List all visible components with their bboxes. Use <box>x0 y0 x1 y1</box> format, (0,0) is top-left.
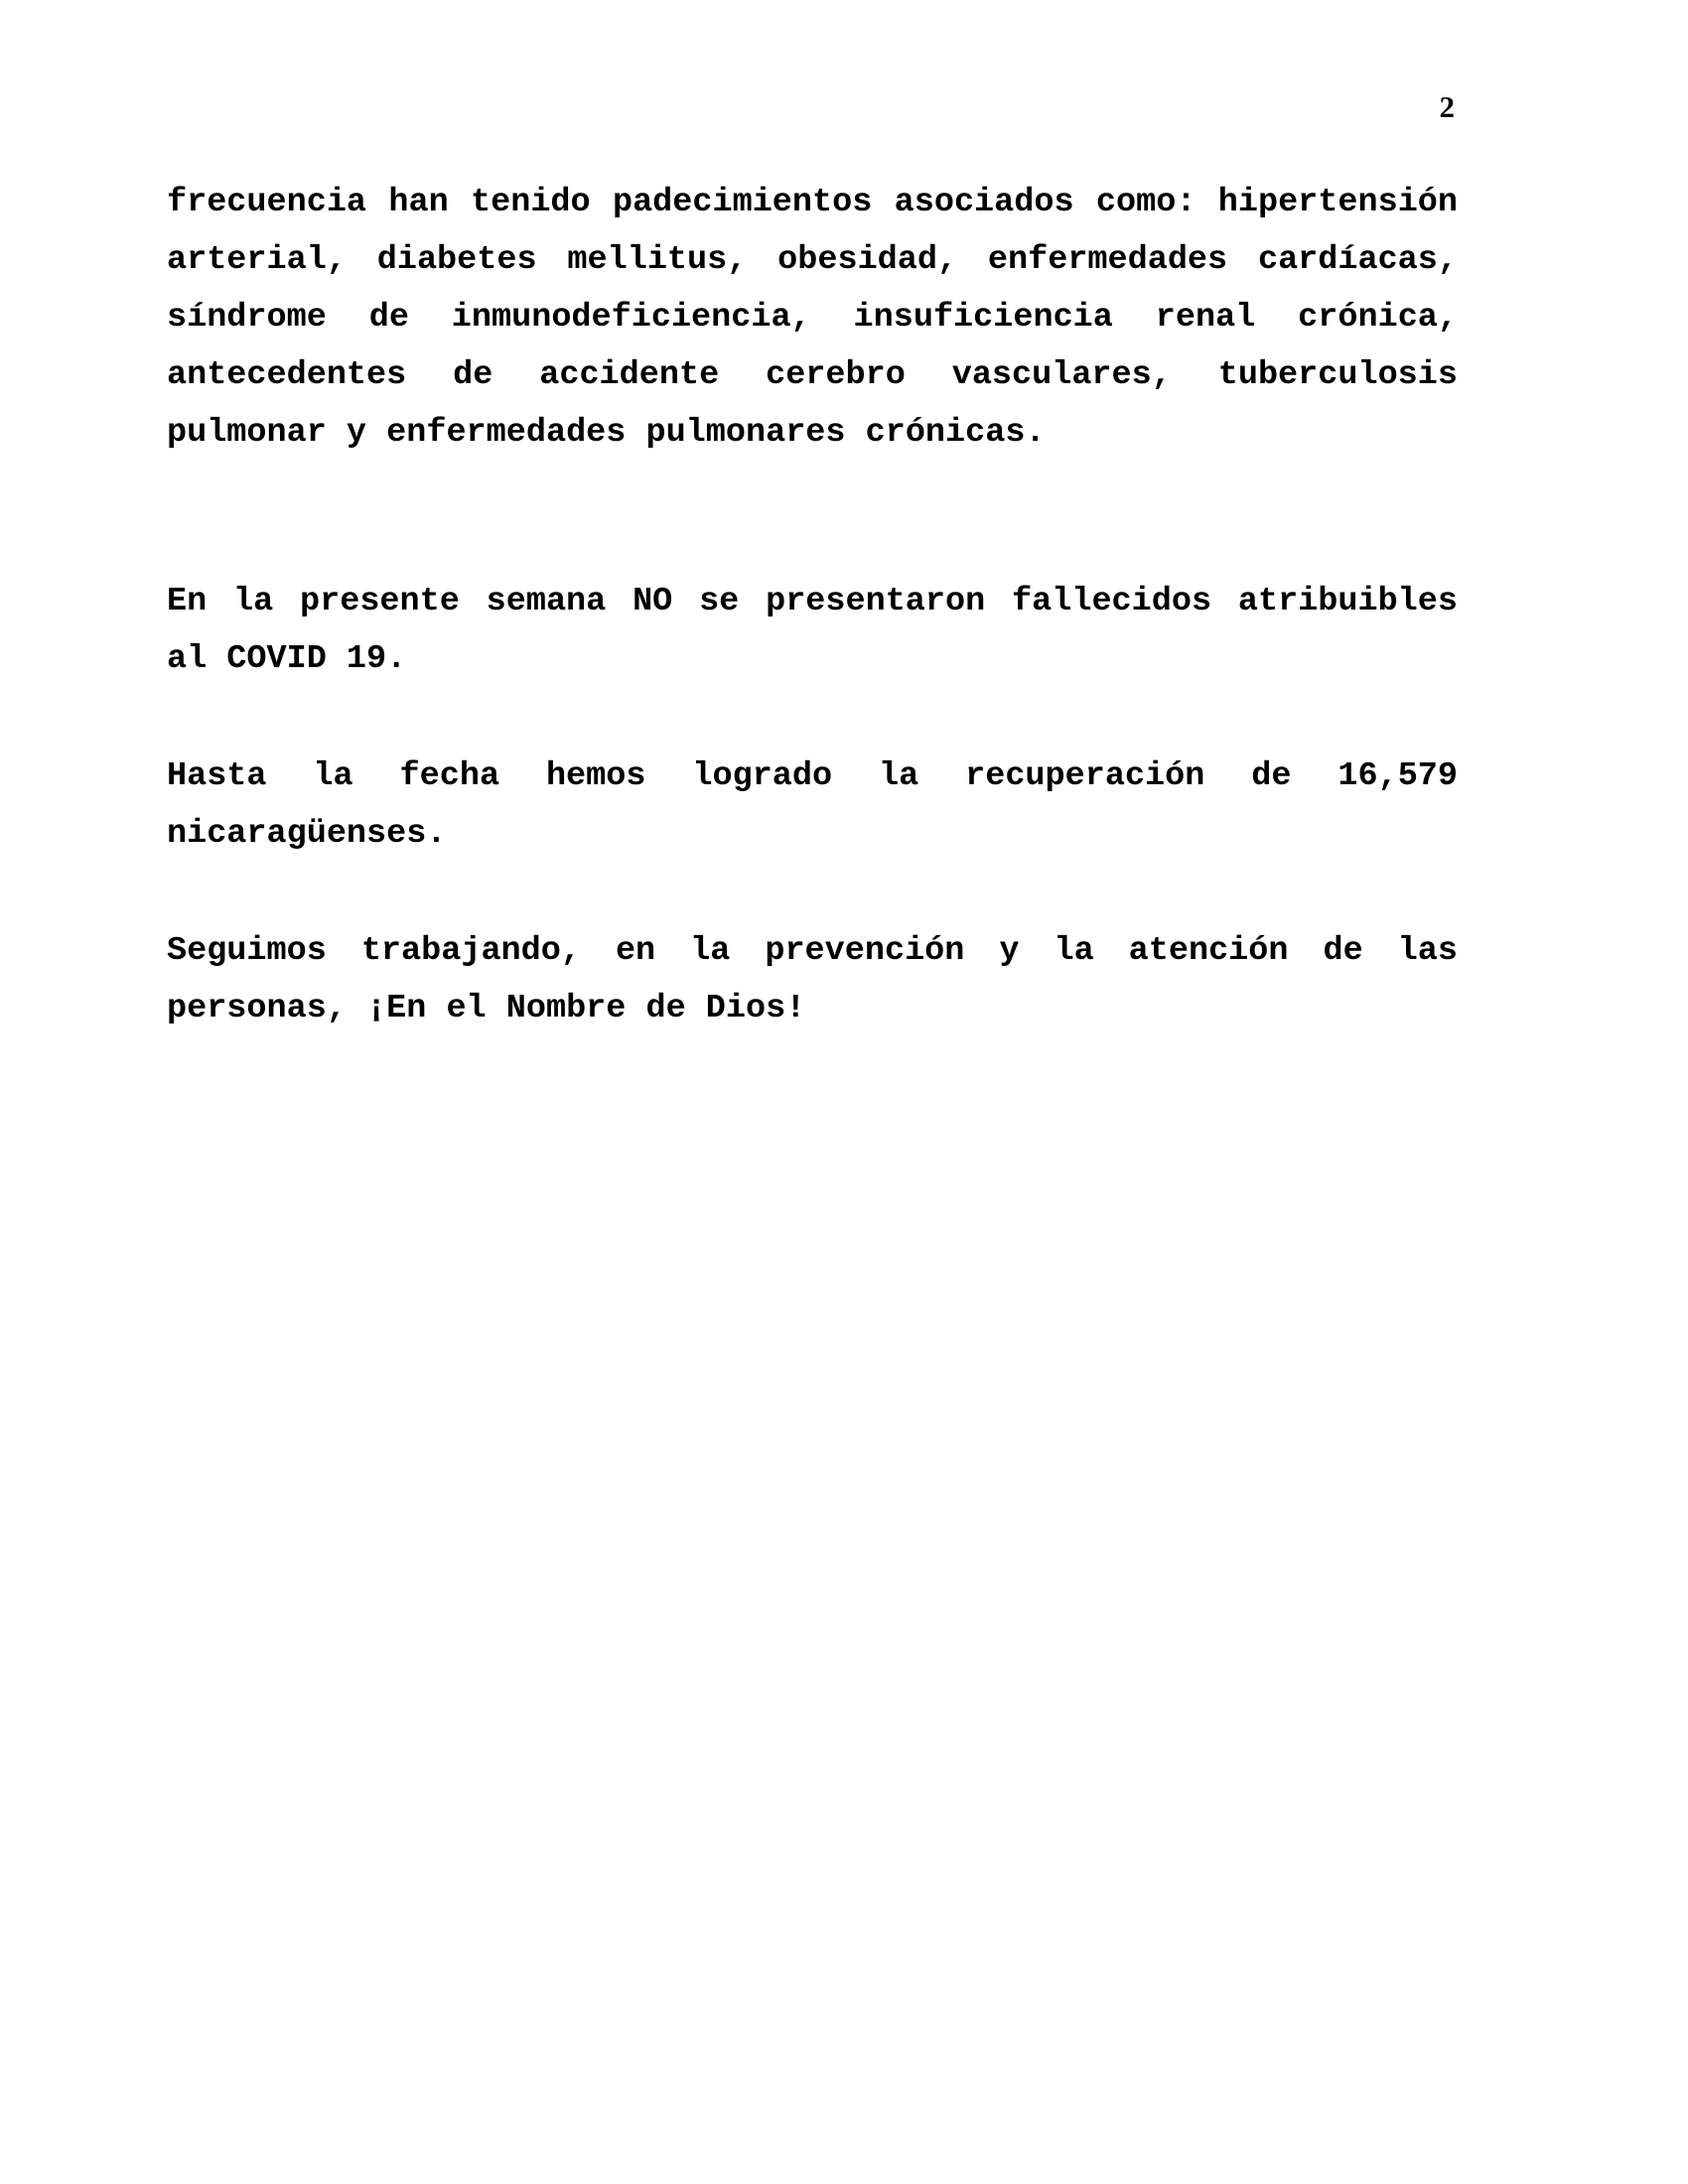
paragraph-closing: Seguimos trabajando, en la prevención y la atención de las personas, ¡En el Nombre de Dios! <box>167 932 1458 1027</box>
document-body <box>167 174 1458 1037</box>
paragraph-spacer <box>167 688 1458 748</box>
paragraph-no-deaths: En la presente semana NO se presentaron fallecidos atribuibles al COVID 19. <box>167 583 1458 678</box>
paragraph-comorbidities: frecuencia han tenido padecimientos asociados como: hipertensión arterial, diabetes mellitus, obesidad, enfermedades cardíacas, síndrome de inmunodeficiencia, insuficiencia renal crónica, antecedentes de accidente cerebro vasculares, tuberculosis pulmonar y enfermedades pulmonares crónicas. <box>167 184 1458 452</box>
paragraph-recovered: Hasta la fecha hemos logrado la recuperación de 16,579 nicaragüenses. <box>167 757 1458 853</box>
page-number: 2 <box>1439 89 1455 124</box>
paragraph-spacer <box>167 863 1458 922</box>
paragraph-spacer <box>167 462 1458 573</box>
